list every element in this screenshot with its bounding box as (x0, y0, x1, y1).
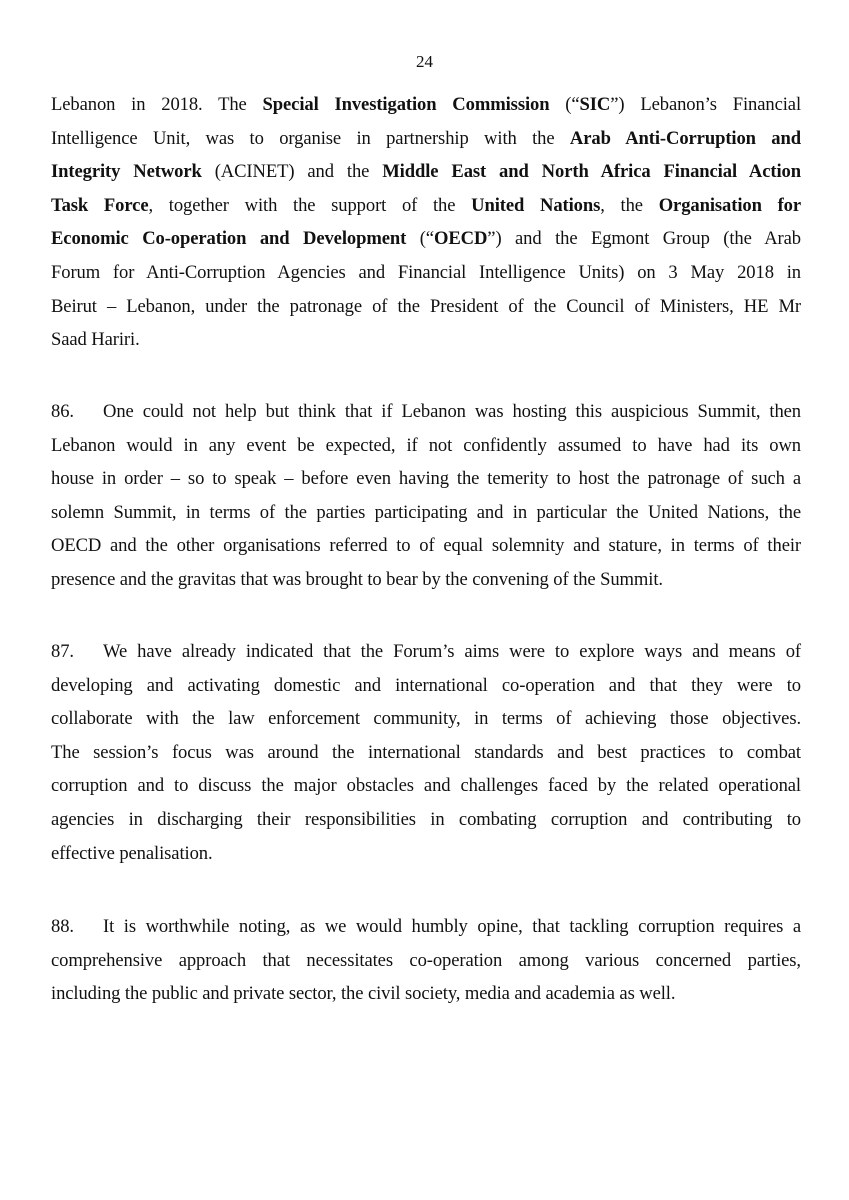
text-line (51, 635, 801, 669)
text-line (51, 290, 801, 324)
text-line (51, 88, 801, 122)
text-run: Beirut – Lebanon, under the patronage of the President of the Council of Ministers, HE Mr (51, 295, 801, 317)
text-line (51, 256, 801, 290)
bold-term: Organisation for (658, 194, 802, 216)
text-run: (“ (406, 228, 434, 250)
text-line (51, 803, 801, 837)
text-run: ”) and the Egmont Group (the Arab (487, 228, 801, 250)
text-run: collaborate with the law enforcement community, in terms of achieving those objectives. (51, 708, 801, 730)
text-run: We have already indicated that the Forum’s aims were to explore ways and means of (103, 641, 801, 662)
text-line (51, 496, 801, 530)
page-number: 24 (416, 52, 433, 71)
text-run: corruption and to discuss the major obstacles and challenges faced by the related operational (51, 775, 801, 797)
text-run: house in order – so to speak – before even having the temerity to host the patronage of such a (51, 468, 801, 490)
text-run: Intelligence Unit, was to organise in partnership with the (51, 127, 570, 149)
text-run: , the (600, 194, 659, 216)
text-run: Lebanon would in any event be expected, if not confidently assumed to have had its own (51, 434, 801, 456)
text-line (51, 736, 801, 770)
paragraph-88 (51, 910, 801, 1011)
text-run: The session’s focus was around the international standards and best practices to combat (51, 741, 801, 763)
text-run: (ACINET) and the (201, 161, 383, 183)
text-run: effective penalisation. (51, 842, 213, 864)
paragraph-87 (51, 635, 801, 870)
text-run: comprehensive approach that necessitates co-operation among various concerned parties, (51, 949, 801, 971)
text-run: , together with the support of the (148, 194, 472, 216)
text-run: Lebanon in 2018. The (51, 94, 263, 115)
text-run: solemn Summit, in terms of the parties participating and in particular the United Nations, the (51, 501, 801, 523)
bold-term: Economic Co-operation and Development (51, 228, 407, 250)
paragraph-number: 87. (51, 641, 74, 662)
bold-term: Special Investigation Commission (262, 94, 550, 115)
text-run: It is worthwhile noting, as we would humbly opine, that tackling corruption requires a (103, 916, 801, 937)
text-run: agencies in discharging their responsibilities in combating corruption and contributing to (51, 808, 801, 830)
text-line (51, 837, 801, 871)
paragraph-continuation (51, 88, 801, 357)
bold-term: United Nations (471, 194, 601, 216)
text-line (51, 462, 801, 496)
text-line (51, 769, 801, 803)
text-line (51, 155, 801, 189)
paragraph-number: 86. (51, 401, 74, 422)
text-line (51, 395, 801, 429)
paragraph-86 (51, 395, 801, 597)
text-run: OECD and the other organisations referred to of equal solemnity and stature, in terms of their (51, 535, 801, 557)
text-run: ”) Lebanon’s Financial (610, 94, 802, 115)
text-line (51, 977, 801, 1011)
text-run: presence and the gravitas that was brought to bear by the convening of the Summit. (51, 568, 663, 590)
text-line (51, 429, 801, 463)
text-line (51, 122, 801, 156)
text-line (51, 910, 801, 944)
bold-term: Arab Anti-Corruption and (569, 127, 801, 149)
text-line (51, 222, 801, 256)
text-line (51, 529, 801, 563)
text-line (51, 189, 801, 223)
text-line (51, 563, 801, 597)
text-line (51, 323, 801, 357)
text-run: Forum for Anti-Corruption Agencies and Financial Intelligence Units) on 3 May 2018 in (51, 261, 801, 283)
text-run: (“ (549, 94, 580, 115)
bold-term: Task Force (51, 194, 149, 216)
text-line (51, 944, 801, 978)
text-line (51, 702, 801, 736)
text-run: One could not help but think that if Lebanon was hosting this auspicious Summit, then (103, 401, 801, 422)
bold-term: OECD (433, 228, 488, 250)
text-run: including the public and private sector, the civil society, media and academia as well. (51, 983, 676, 1005)
bold-term: Integrity Network (51, 161, 202, 183)
text-run: Saad Hariri. (51, 329, 140, 351)
text-line (51, 669, 801, 703)
paragraph-number: 88. (51, 916, 74, 937)
text-run: developing and activating domestic and international co-operation and that they were to (51, 674, 801, 696)
bold-term: SIC (579, 94, 611, 115)
bold-term: Middle East and North Africa Financial Action (382, 161, 801, 183)
